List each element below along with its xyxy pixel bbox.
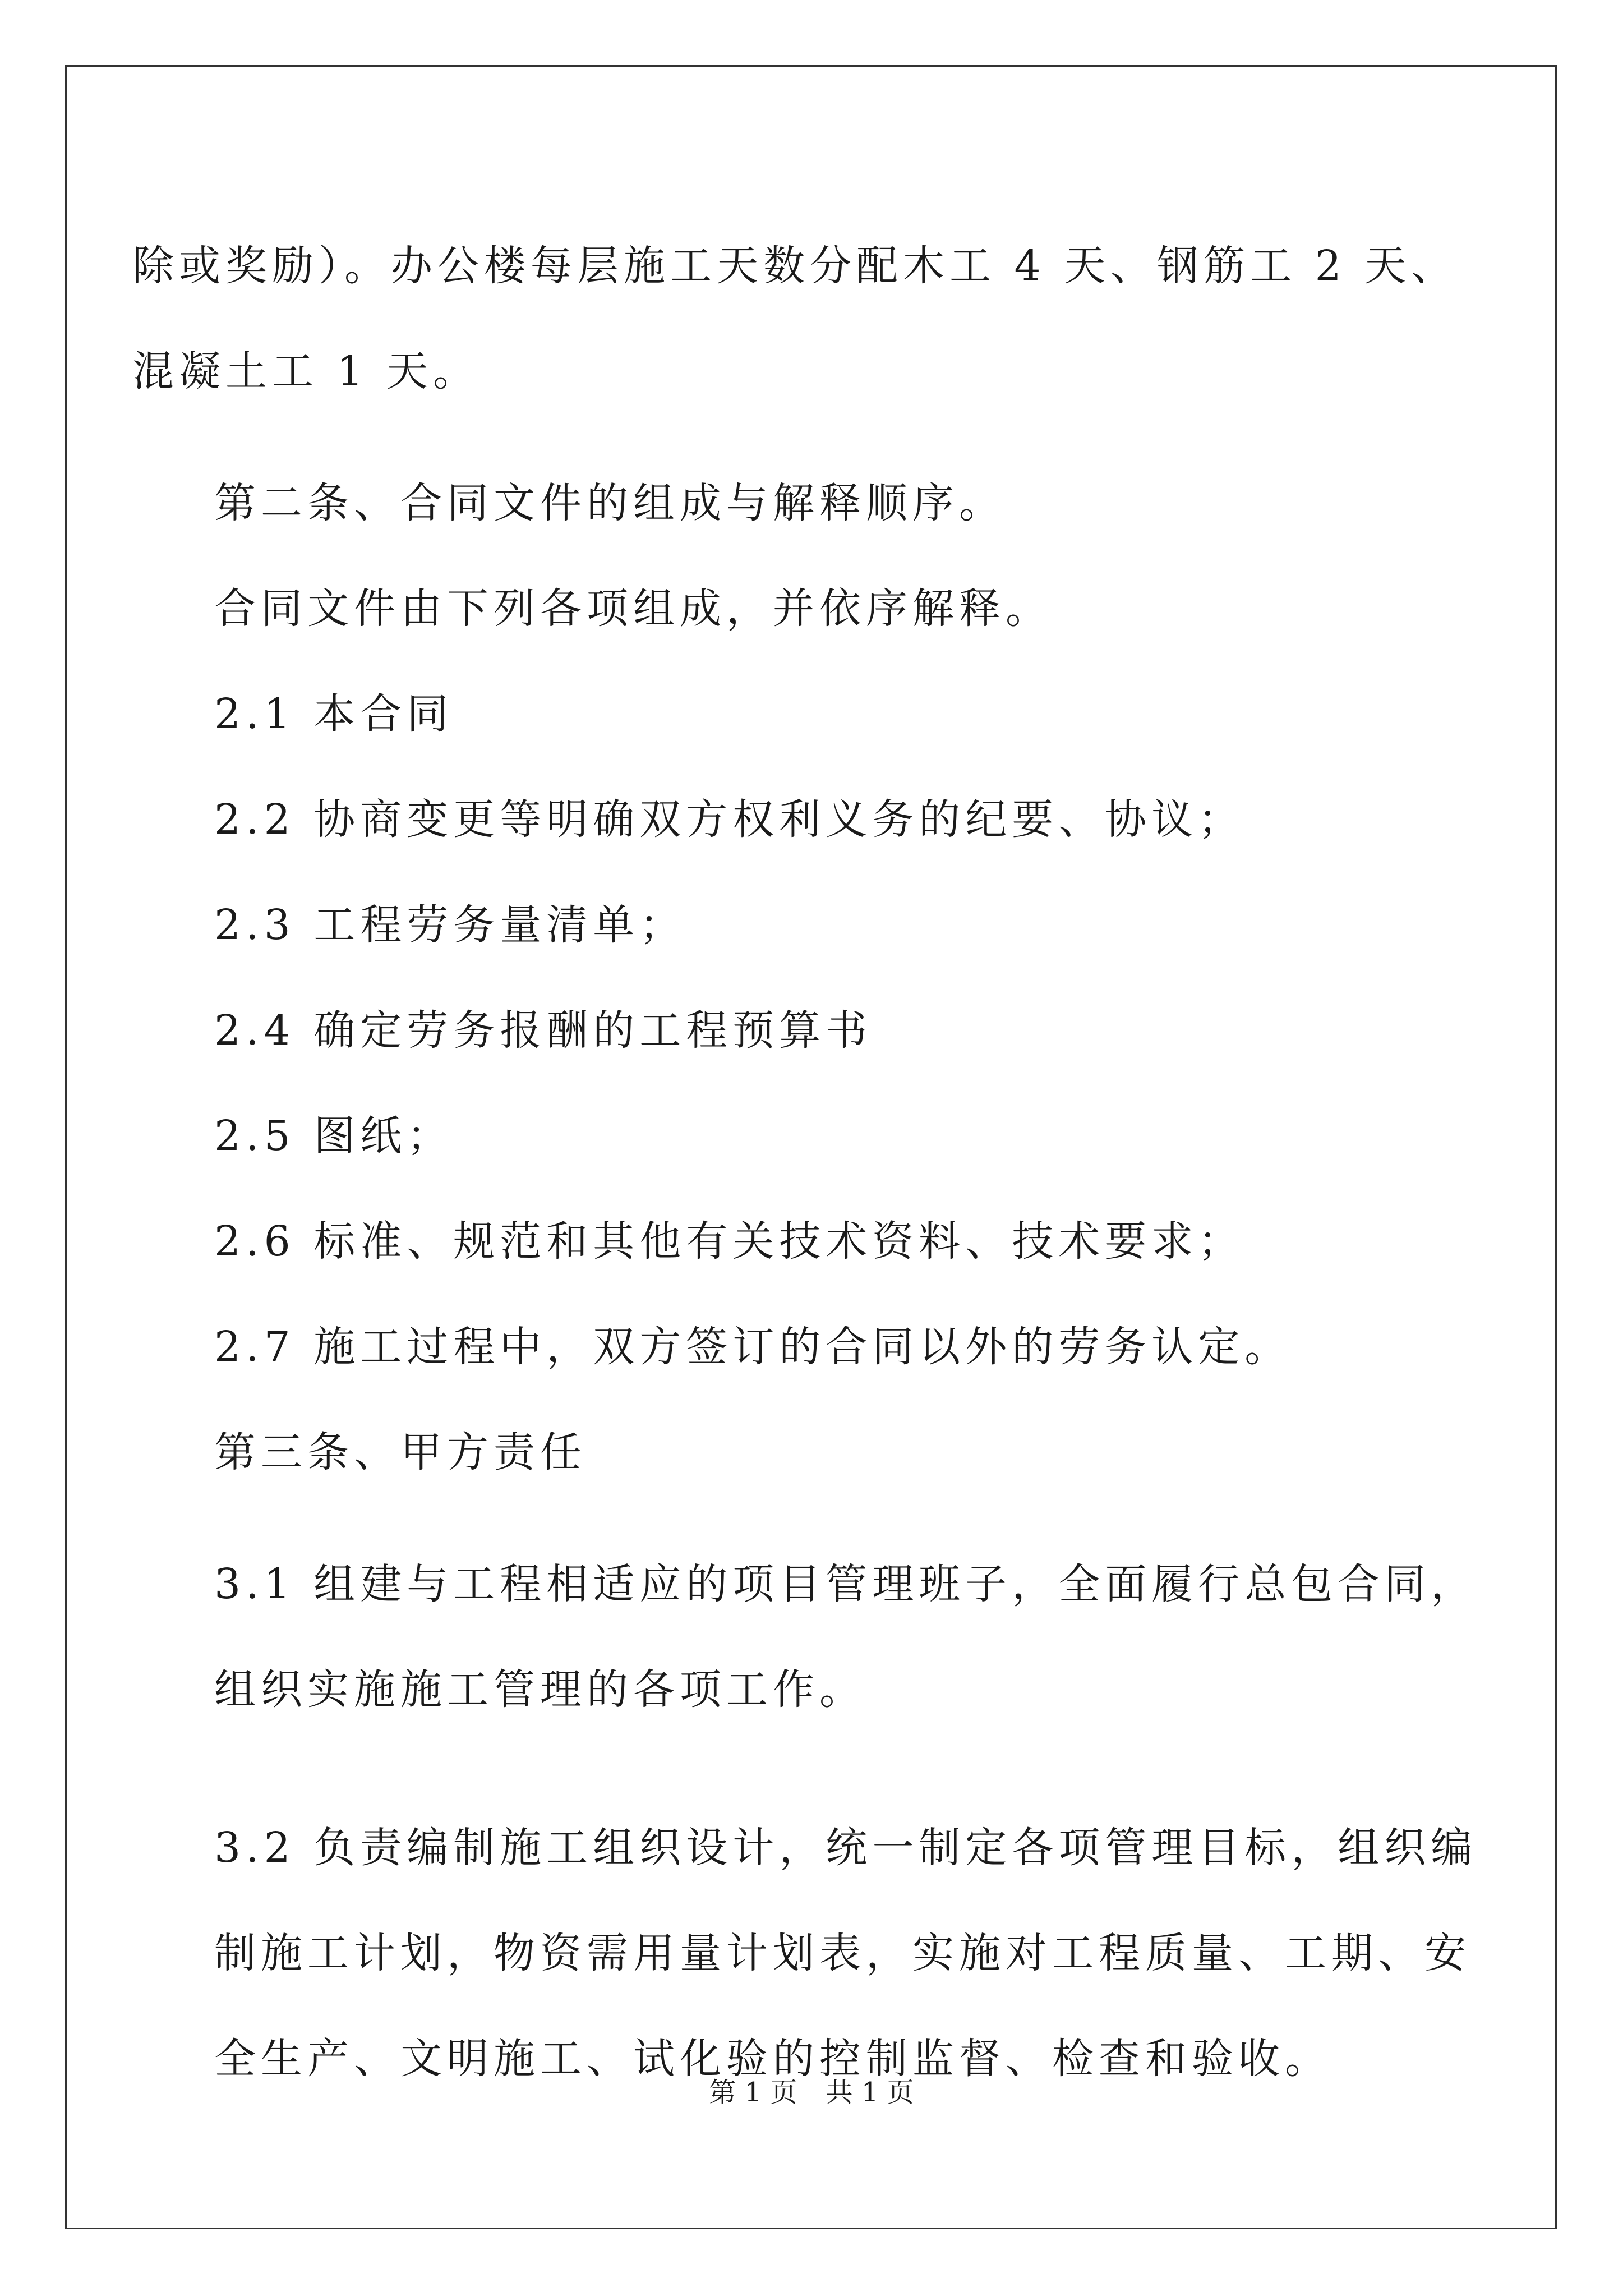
- page-footer: [0, 2076, 1623, 2109]
- paragraph-continued-workdays: 除或奖励）。办公楼每层施工天数分配木工 4 天、钢筋工 2 天、混凝土工 1 天。: [132, 242, 1458, 395]
- clause-3-1: 3.1 组建与工程相适应的项目管理班子，全面履行总包合同，组织实施施工管理的各项工作。: [214, 1560, 1478, 1714]
- clause-2-1: 2.1 本合同: [214, 690, 454, 738]
- clause-2-5: 2.5 图纸；: [214, 1112, 454, 1160]
- paragraph-article-2-intro: 合同文件由下列各项组成，并依序解释。: [214, 585, 1052, 633]
- page-number-total: 共 1 页: [826, 2077, 914, 2108]
- page-number-current: 第 1 页: [709, 2077, 797, 2108]
- clause-2-4: 2.4 确定劳务报酬的工程预算书: [214, 1006, 873, 1055]
- paragraph-article-3-heading: 第三条、甲方责任: [214, 1428, 587, 1476]
- clause-3-2: 3.2 负责编制施工组织设计，统一制定各项管理目标，组织编制施工计划，物资需用量计划表，实施对工程质量、工期、安全生产、文明施工、试化验的控制监督、检查和验收。: [214, 1824, 1478, 2083]
- paragraph-article-2-heading: 第二条、合同文件的组成与解释顺序。: [214, 479, 1006, 527]
- clause-2-7: 2.7 施工过程中，双方签订的合同以外的劳务认定。: [214, 1323, 1292, 1371]
- document-body: [132, 213, 1490, 2111]
- clause-2-6: 2.6 标准、规范和其他有关技术资料、技术要求；: [214, 1217, 1245, 1266]
- clause-2-3: 2.3 工程劳务量清单；: [214, 901, 686, 949]
- clause-2-2: 2.2 协商变更等明确双方权利义务的纪要、协议；: [214, 795, 1245, 844]
